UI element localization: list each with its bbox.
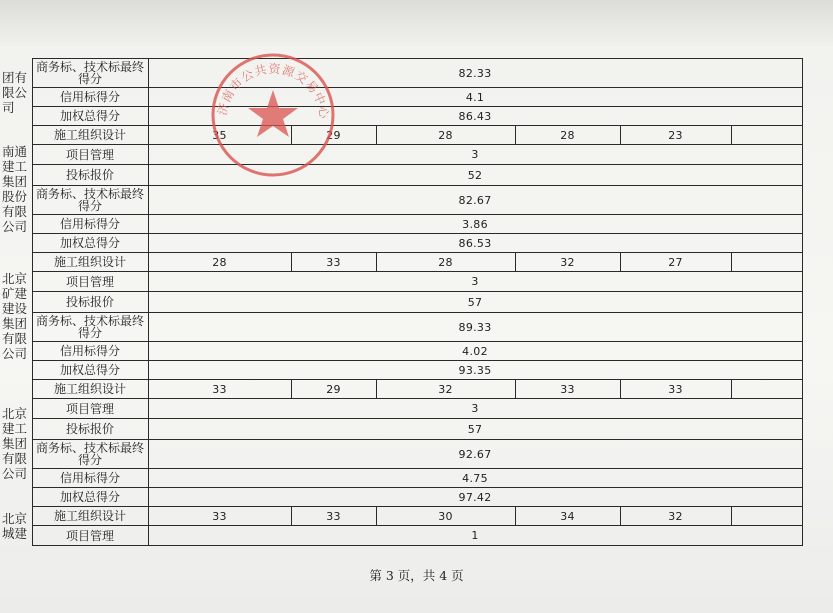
row-label: 商务标、技术标最终得分 — [32, 440, 148, 469]
score-cell: 28 — [376, 126, 515, 145]
score-cell: 3.86 — [148, 215, 802, 234]
stamp-text: 济南市公共资源交易中心 — [214, 61, 332, 121]
score-cell: 33 — [291, 507, 376, 526]
row-label: 投标报价 — [32, 419, 148, 440]
score-cell: 32 — [515, 253, 620, 272]
score-cell: 28 — [148, 253, 291, 272]
table-row — [0, 526, 802, 546]
score-cell: 3 — [148, 272, 802, 292]
score-cell: 52 — [148, 165, 802, 186]
score-cell: 29 — [291, 126, 376, 145]
table-row — [0, 507, 802, 526]
score-table — [0, 58, 803, 546]
table-row — [0, 272, 802, 292]
table-row — [0, 399, 802, 419]
table-row — [0, 59, 802, 88]
table-row — [0, 186, 802, 215]
row-label: 商务标、技术标最终得分 — [32, 59, 148, 88]
table-row — [0, 440, 802, 469]
score-cell: 4.1 — [148, 88, 802, 107]
score-cell: 57 — [148, 419, 802, 440]
score-cell: 89.33 — [148, 313, 802, 342]
empty-cell — [731, 380, 802, 399]
table-row — [0, 488, 802, 507]
row-label: 加权总得分 — [32, 488, 148, 507]
score-cell: 23 — [620, 126, 731, 145]
table-row — [0, 469, 802, 488]
table-row — [0, 145, 802, 165]
score-cell: 86.53 — [148, 234, 802, 253]
company-name: 北京城建 — [0, 507, 32, 546]
score-cell: 34 — [515, 507, 620, 526]
row-label: 施工组织设计 — [32, 507, 148, 526]
empty-cell — [731, 126, 802, 145]
score-cell: 33 — [515, 380, 620, 399]
table-row — [0, 380, 802, 399]
table-row — [0, 253, 802, 272]
table-row — [0, 126, 802, 145]
score-cell: 3 — [148, 145, 802, 165]
row-label: 加权总得分 — [32, 234, 148, 253]
score-cell: 33 — [148, 507, 291, 526]
score-cell: 33 — [291, 253, 376, 272]
score-cell: 4.75 — [148, 469, 802, 488]
row-label: 商务标、技术标最终得分 — [32, 313, 148, 342]
page-number: 第 3 页，共 4 页 — [369, 568, 464, 583]
score-cell: 33 — [148, 380, 291, 399]
row-label: 项目管理 — [32, 526, 148, 546]
score-cell: 27 — [620, 253, 731, 272]
company-name: 北京建工集团有限公司 — [0, 380, 32, 507]
table-row — [0, 107, 802, 126]
score-cell: 3 — [148, 399, 802, 419]
score-cell: 82.67 — [148, 186, 802, 215]
empty-cell — [731, 507, 802, 526]
row-label: 施工组织设计 — [32, 126, 148, 145]
table-row — [0, 419, 802, 440]
row-label: 加权总得分 — [32, 361, 148, 380]
company-name: 团有限公司 — [0, 59, 32, 126]
score-cell: 86.43 — [148, 107, 802, 126]
row-label: 信用标得分 — [32, 215, 148, 234]
row-label: 信用标得分 — [32, 88, 148, 107]
row-label: 施工组织设计 — [32, 380, 148, 399]
company-name: 北京矿建建设集团有限公司 — [0, 253, 32, 380]
row-label: 项目管理 — [32, 399, 148, 419]
score-cell: 97.42 — [148, 488, 802, 507]
row-label: 项目管理 — [32, 272, 148, 292]
row-label: 信用标得分 — [32, 469, 148, 488]
table-row — [0, 292, 802, 313]
score-cell: 1 — [148, 526, 802, 546]
row-label: 商务标、技术标最终得分 — [32, 186, 148, 215]
score-cell: 29 — [291, 380, 376, 399]
table-row — [0, 342, 802, 361]
score-cell: 30 — [376, 507, 515, 526]
company-name: 南通建工集团股份有限公司 — [0, 126, 32, 253]
score-cell: 33 — [620, 380, 731, 399]
score-cell: 4.02 — [148, 342, 802, 361]
table-row — [0, 215, 802, 234]
table-row — [0, 234, 802, 253]
empty-cell — [731, 253, 802, 272]
row-label: 施工组织设计 — [32, 253, 148, 272]
row-label: 投标报价 — [32, 292, 148, 313]
row-label: 信用标得分 — [32, 342, 148, 361]
row-label: 项目管理 — [32, 145, 148, 165]
table-row — [0, 361, 802, 380]
row-label: 投标报价 — [32, 165, 148, 186]
score-cell: 92.67 — [148, 440, 802, 469]
score-cell: 32 — [620, 507, 731, 526]
score-cell: 28 — [515, 126, 620, 145]
score-cell: 93.35 — [148, 361, 802, 380]
score-cell: 82.33 — [148, 59, 802, 88]
table-row — [0, 165, 802, 186]
score-cell: 57 — [148, 292, 802, 313]
score-cell: 35 — [148, 126, 291, 145]
row-label: 加权总得分 — [32, 107, 148, 126]
table-row — [0, 88, 802, 107]
score-cell: 28 — [376, 253, 515, 272]
score-cell: 32 — [376, 380, 515, 399]
table-row — [0, 313, 802, 342]
